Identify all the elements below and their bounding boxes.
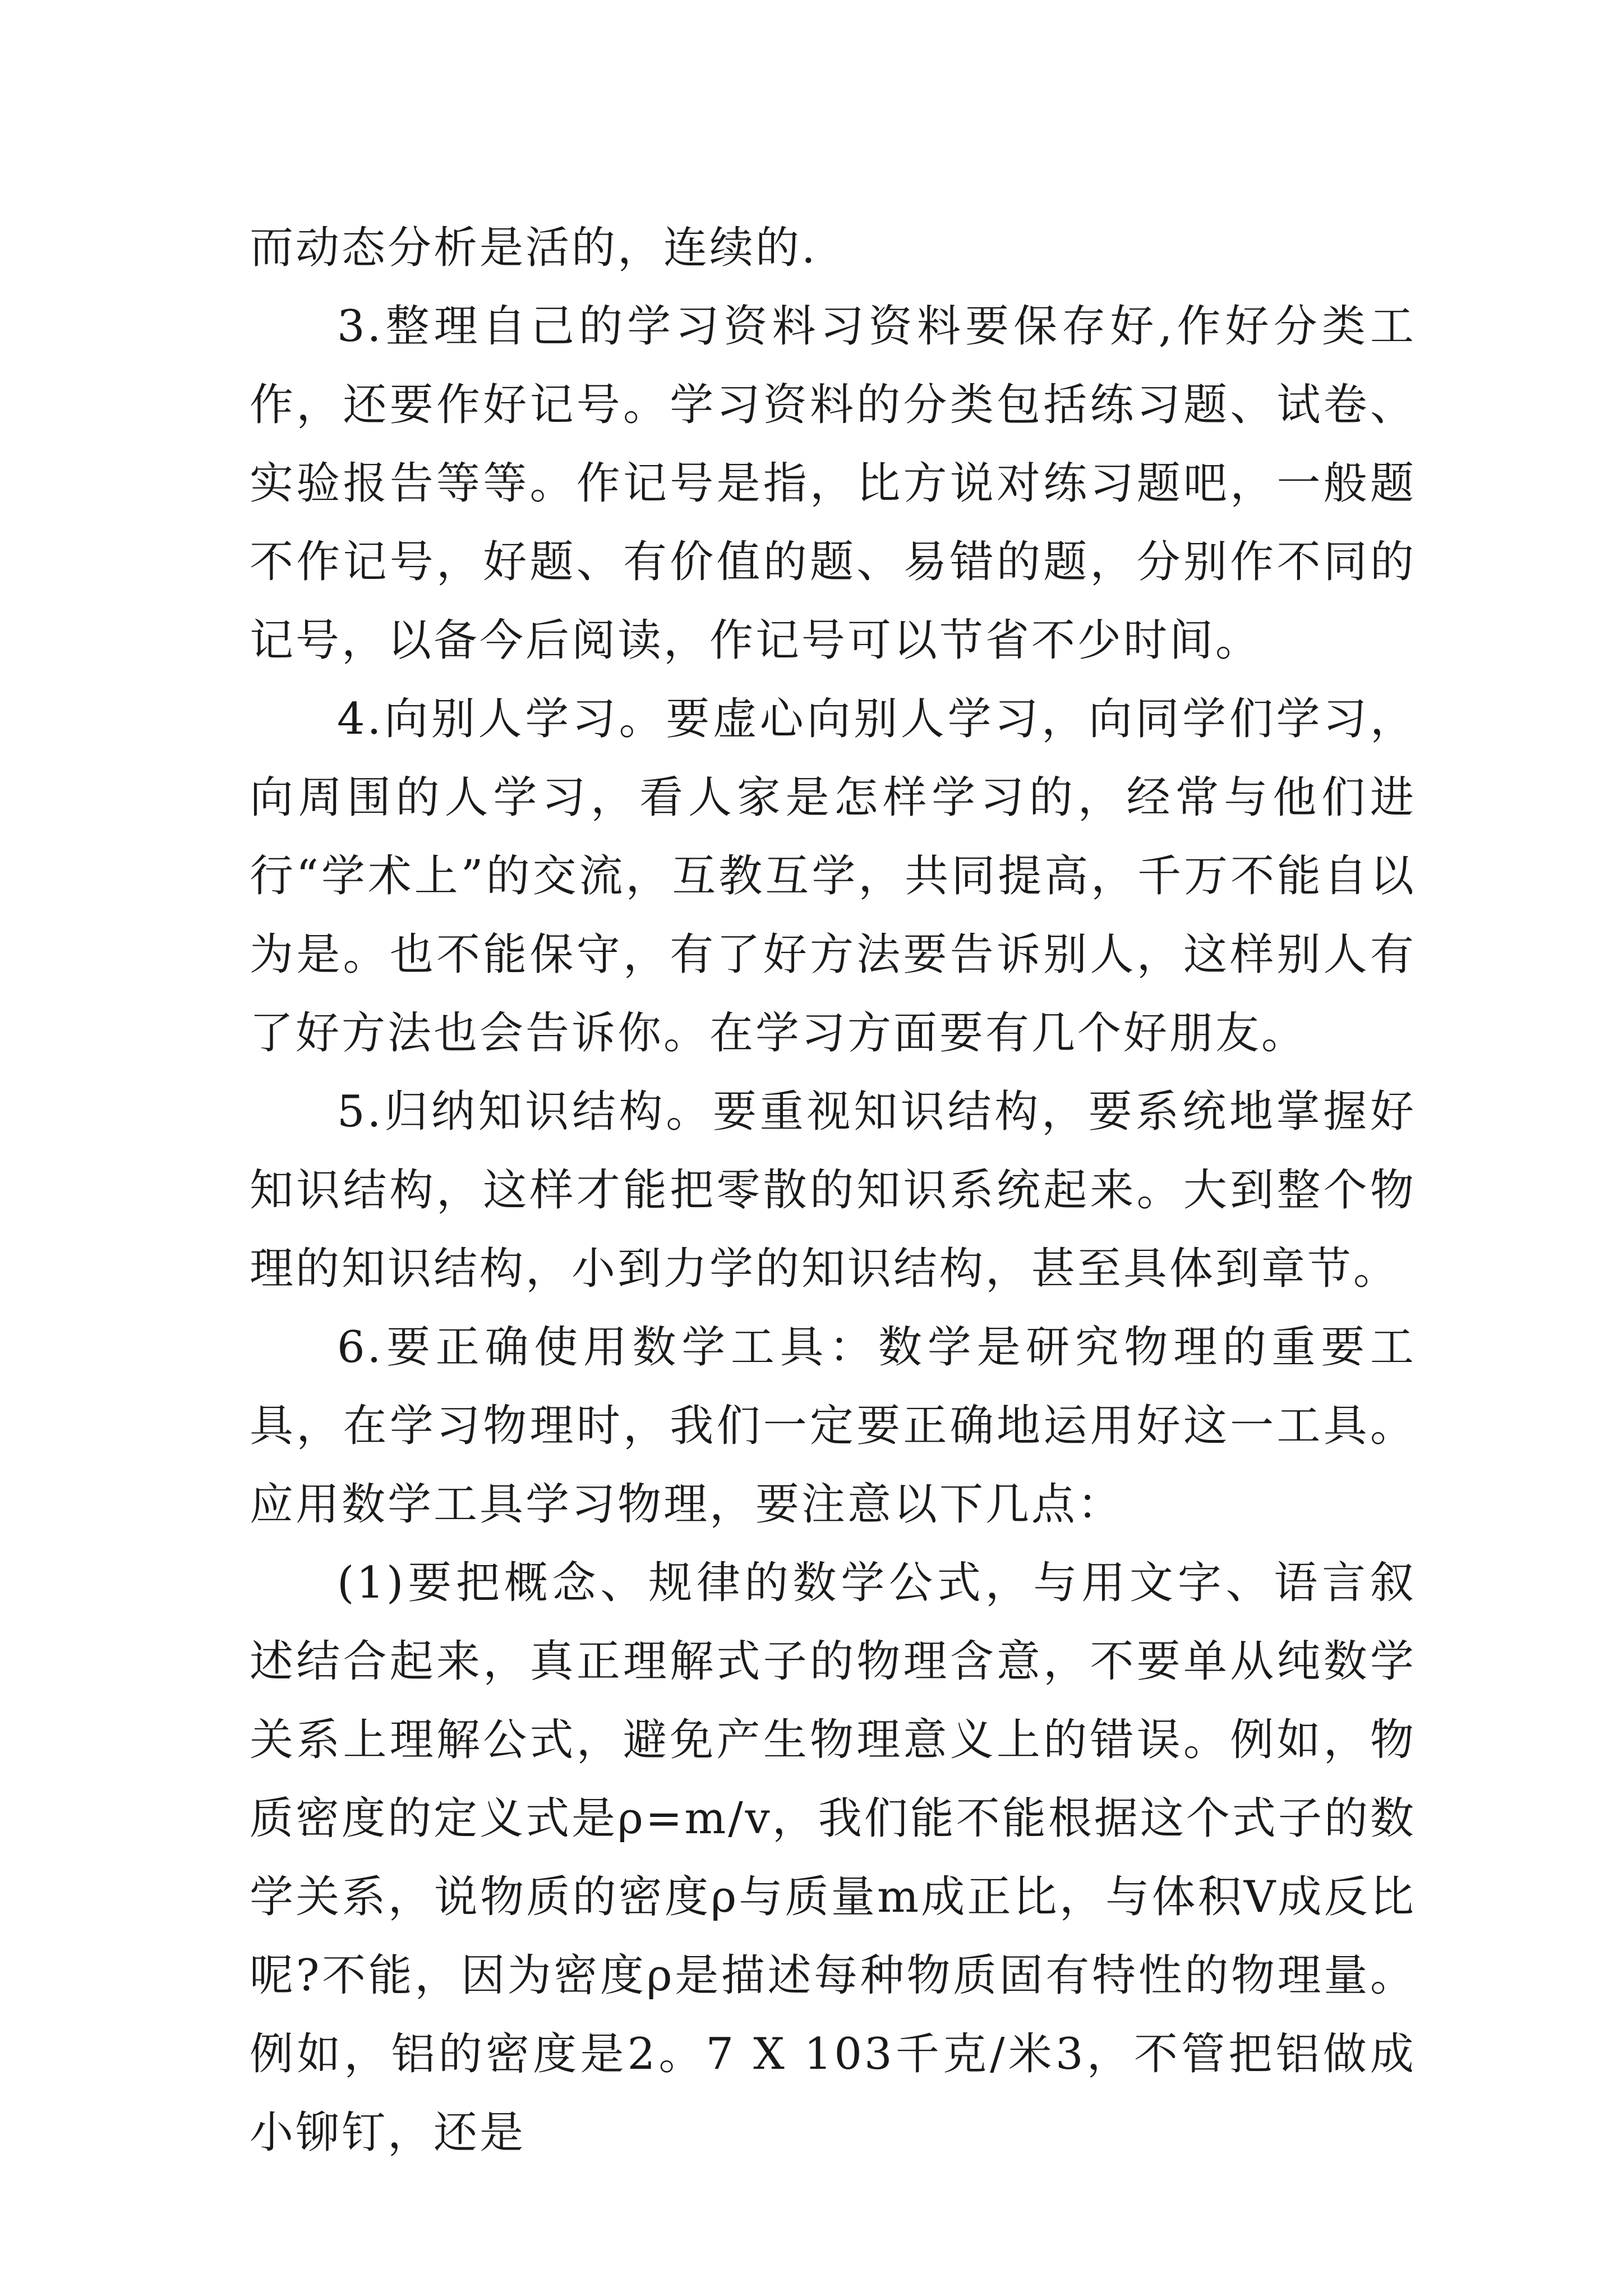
paragraph-subitem-1: (1)要把概念、规律的数学公式，与用文字、语言叙述结合起来，真正理解式子的物理含意，不要单从纯数学关系上理解公式，避免产生物理意义上的错误。例如，物质密度的定义式是ρ=m/v，我们能不能根据这个式子的数学关系，说物质的密度ρ与质量m成正比，与体积V成反比呢?不能，因为密度ρ是描述每种物质固有特性的物理量。例如，铝的密度是2。7 X 103千克/米3，不管把铝做成小铆钉，还是 [250,1558,1416,2158]
body-text [250,209,1416,2172]
paragraph-item-6: 6.要正确使用数学工具：数学是研究物理的重要工具，在学习物理时，我们一定要正确地运用好这一工具。应用数学工具学习物理，要注意以下几点： [250,1322,1416,1530]
paragraph-item-3: 3.整理自己的学习资料习资料要保存好,作好分类工作，还要作好记号。学习资料的分类包括练习题、试卷、实验报告等等。作记号是指，比方说对练习题吧，一般题不作记号，好题、有价值的题、易错的题，分别作不同的记号，以备今后阅读，作记号可以节省不少时间。 [250,301,1416,666]
paragraph-continuation: 而动态分析是活的，连续的. [250,223,818,273]
paragraph-item-5: 5.归纳知识结构。要重视知识结构，要系统地掌握好知识结构，这样才能把零散的知识系统起来。大到整个物理的知识结构，小到力学的知识结构，甚至具体到章节。 [250,1087,1416,1294]
paragraph-item-4: 4.向别人学习。要虚心向别人学习，向同学们学习，向周围的人学习，看人家是怎样学习的，经常与他们进行“学术上”的交流，互教互学，共同提高，千万不能自以为是。也不能保守，有了好方法要告诉别人，这样别人有了好方法也会告诉你。在学习方面要有几个好朋友。 [250,694,1416,1059]
